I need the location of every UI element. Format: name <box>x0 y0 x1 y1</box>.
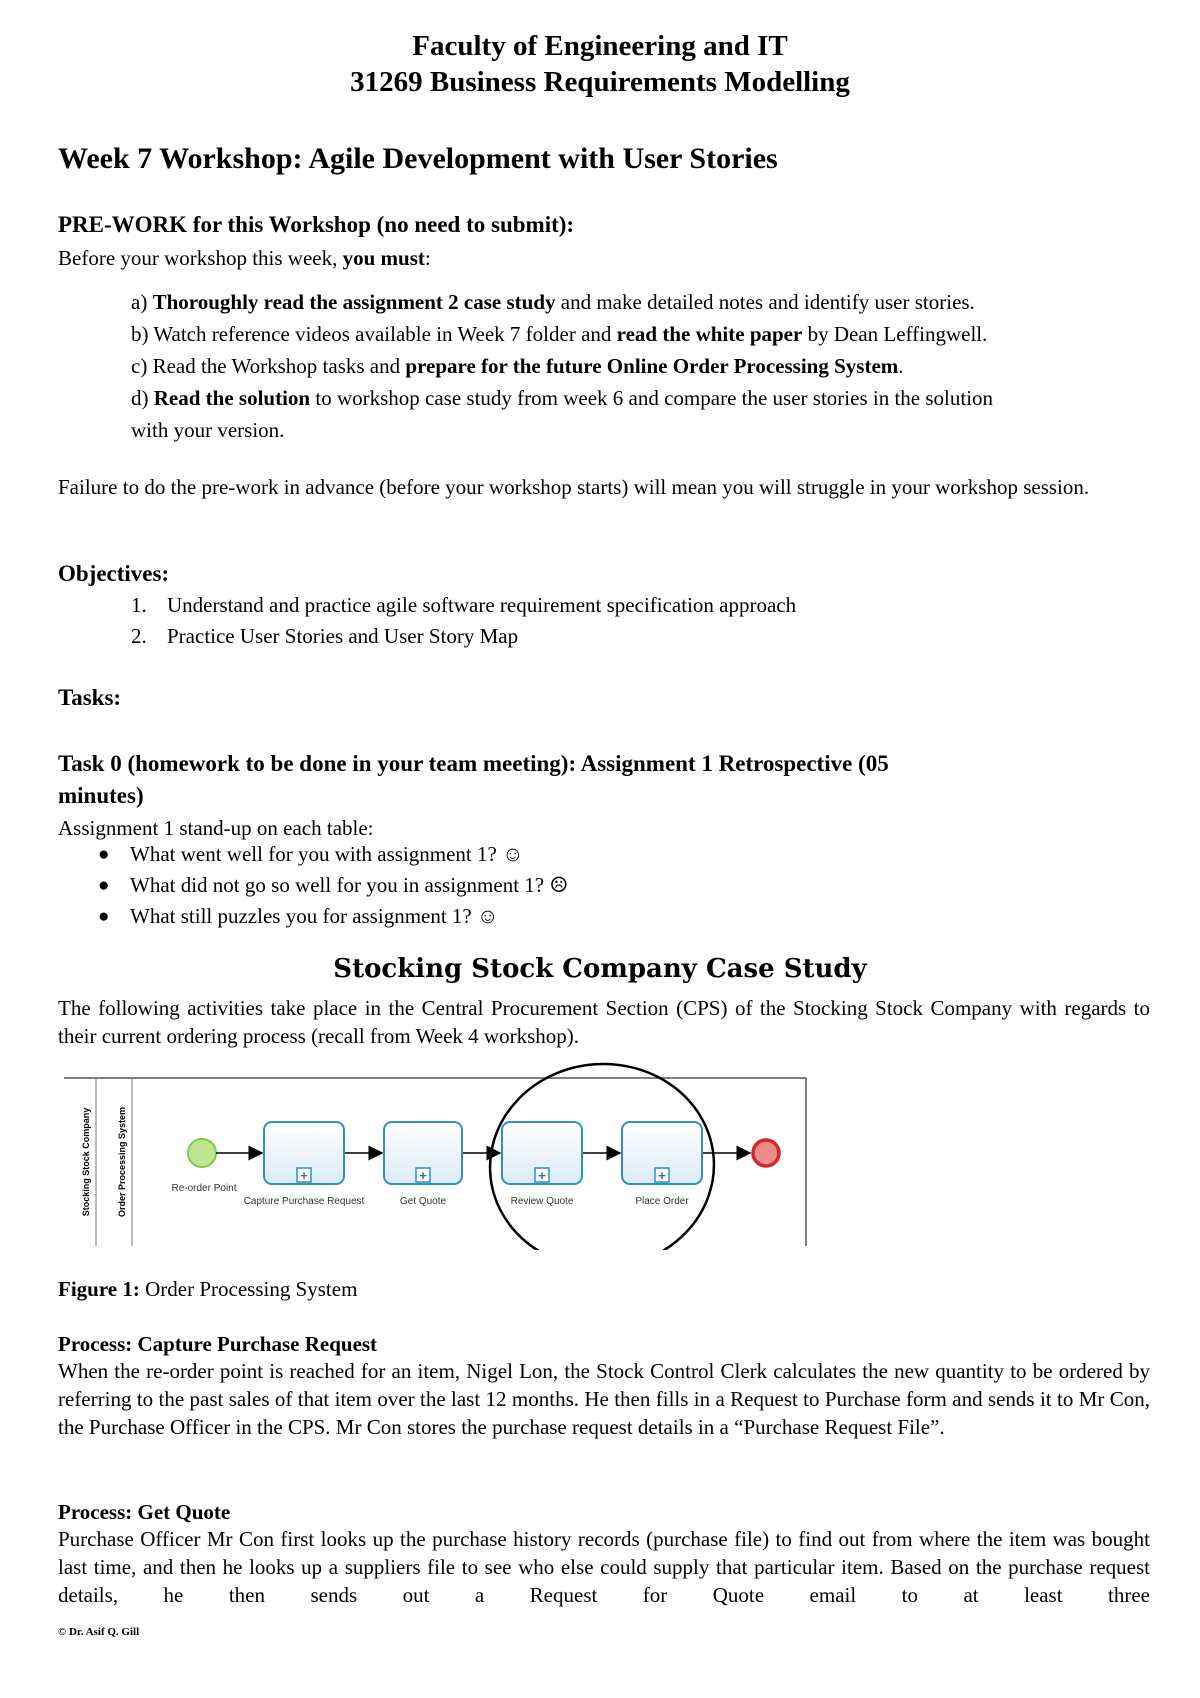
figure-caption-text: Order Processing System <box>139 1277 358 1301</box>
prework-heading: PRE-WORK for this Workshop (no need to submit): <box>58 212 575 237</box>
bullet-text: What went well for you with assignment 1? ☺ <box>130 842 524 866</box>
figure-caption-label: Figure 1: <box>58 1277 140 1301</box>
prework-item-text: Watch reference videos available in Week 7 folder and <box>153 322 617 346</box>
prework-item-text: and make detailed notes and identify user stories. <box>555 290 975 314</box>
faculty-heading: Faculty of Engineering and IT <box>412 30 788 62</box>
prework-item-prefix: c) <box>131 354 153 378</box>
prework-item-bold: prepare for the future Online Order Processing System <box>405 354 899 378</box>
end-event-icon <box>753 1140 779 1166</box>
objective-number: 2. <box>131 624 147 648</box>
prework-item <box>131 350 993 382</box>
prework-item-continuation: with your version. <box>131 418 285 442</box>
prework-item-bold: Read the solution <box>153 386 311 410</box>
bullet-text: What still puzzles you for assignment 1? ☺ <box>130 904 499 928</box>
course-heading: 31269 Business Requirements Modelling <box>350 66 850 98</box>
prework-item-text: to workshop case study from week 6 and compare the user stories in the solution <box>310 386 994 410</box>
objective-number: 1. <box>131 593 147 617</box>
objectives-heading: Objectives: <box>58 561 170 586</box>
task0-heading-line: Task 0 (homework to be done in your team meeting): Assignment 1 Retrospective (05 <box>58 751 889 776</box>
task-label: Capture Purchase Request <box>243 1196 365 1207</box>
prework-item <box>131 382 993 414</box>
task0-heading <box>58 748 889 812</box>
footer-copyright: © Dr. Asif Q. Gill <box>58 1626 140 1638</box>
prework-item <box>131 318 993 350</box>
week-title: Week 7 Workshop: Agile Development with User Stories <box>58 142 778 175</box>
prework-item-text: Read the Workshop tasks and <box>152 354 406 378</box>
task-label: Get Quote <box>399 1196 447 1207</box>
lane-label: Order Processing System <box>117 1106 127 1218</box>
objective-item <box>131 621 796 652</box>
figure-caption <box>58 1275 357 1303</box>
prework-item <box>131 286 993 318</box>
task-label: Place Order <box>635 1196 689 1207</box>
prework-warning: Failure to do the pre-work in advance (before your workshop starts) will mean you will struggle in your workshop session. <box>58 475 1090 499</box>
prework-list <box>131 286 993 446</box>
bullet-icon: ● <box>98 844 110 865</box>
tasks-heading: Tasks: <box>58 685 122 710</box>
bullet-icon: ● <box>98 875 110 896</box>
task-label: Review Quote <box>510 1196 574 1207</box>
prework-item-prefix: d) <box>131 386 154 410</box>
pool-label: Stocking Stock Company <box>81 1107 91 1217</box>
subprocess-marker-text: + <box>419 1168 427 1183</box>
bpmn-diagram <box>64 1060 814 1250</box>
process-body: When the re-order point is reached for an item, Nigel Lon, the Stock Control Clerk calculates the new quantity to be ordered by referring to the past sales of that item over the last 12 months. He then fills in a Request to Purchase form and sends it to Mr Con, the Purchase Officer in the CPS. Mr Con stores the purchase request details in a “Purchase Request File”. <box>58 1359 1150 1439</box>
prework-item-text: . <box>898 354 904 378</box>
task0-bullets <box>94 839 568 932</box>
prework-intro-text: Before your workshop this week, <box>58 246 343 270</box>
objective-text: Understand and practice agile software requirement specification approach <box>167 593 797 617</box>
objective-text: Practice User Stories and User Story Map <box>167 624 519 648</box>
bullet-item <box>94 901 568 932</box>
bullet-text: What did not go so well for you in assignment 1? ☹ <box>130 873 569 897</box>
prework-item-bold: read the white paper <box>616 322 803 346</box>
case-study-title: Stocking Stock Company Case Study <box>333 954 867 984</box>
prework-intro-emphasis: you must <box>342 246 425 270</box>
process-body: Purchase Officer Mr Con first looks up the purchase history records (purchase file) to find out from where the item was bought last time, and then he looks up a suppliers file to see who else could supply that particular item. Based on the purchase request details, he then sends out a Request for Quote email to at least three <box>58 1527 1150 1607</box>
prework-item-prefix: b) <box>131 322 154 346</box>
start-event-icon <box>188 1139 216 1167</box>
process-heading: Process: Get Quote <box>58 1500 231 1524</box>
subprocess-marker-text: + <box>658 1168 666 1183</box>
start-event-label: Re-order Point <box>171 1183 237 1194</box>
task0-heading-line: minutes) <box>58 783 144 808</box>
prework-item-text: by Dean Leffingwell. <box>802 322 988 346</box>
prework-intro <box>58 244 431 272</box>
prework-item-bold: Thoroughly read the assignment 2 case study <box>152 290 556 314</box>
objective-item <box>131 590 796 621</box>
prework-intro-suffix: : <box>424 246 431 270</box>
bullet-item <box>94 839 568 870</box>
bullet-item <box>94 870 568 901</box>
bullet-icon: ● <box>98 906 110 927</box>
subprocess-marker-text: + <box>538 1168 546 1183</box>
task0-intro: Assignment 1 stand-up on each table: <box>58 816 374 840</box>
process-heading: Process: Capture Purchase Request <box>58 1332 378 1356</box>
case-study-intro: The following activities take place in the Central Procurement Section (CPS) of the Stocking Stock Company with regards to their current ordering process (recall from Week 4 workshop). <box>58 996 1150 1048</box>
subprocess-marker-text: + <box>300 1168 308 1183</box>
prework-item-prefix: a) <box>131 290 153 314</box>
objectives-list <box>131 590 796 652</box>
